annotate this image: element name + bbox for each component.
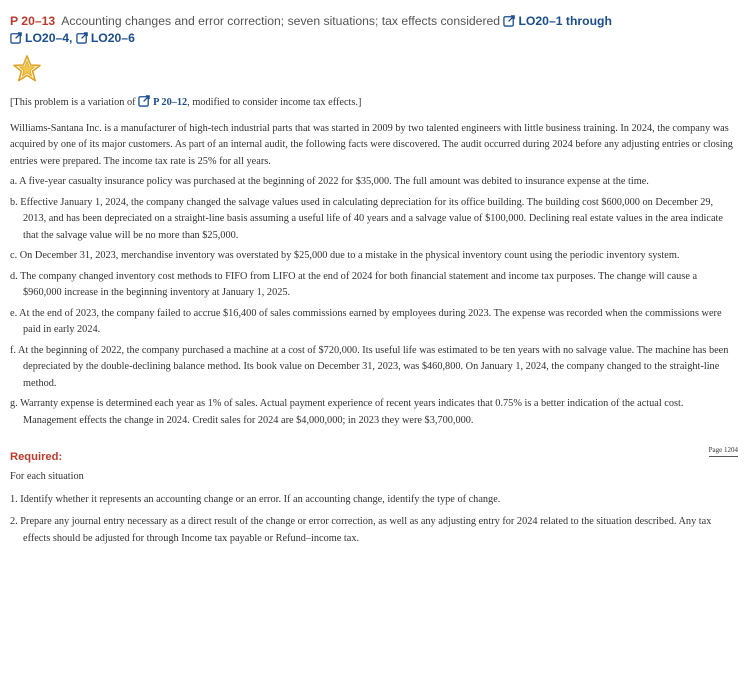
intro-note — [10, 94, 738, 112]
situation-list — [10, 174, 738, 429]
lo-link-2-label: LO20–4, — [25, 31, 73, 45]
requirement-1: 1. Identify whether it represents an accounting change or an error. If an accounting change, identify the type of change. — [10, 493, 501, 505]
star-icon — [12, 54, 42, 84]
lo-link-2[interactable] — [10, 31, 76, 45]
external-link-icon — [138, 94, 151, 107]
external-link-icon — [76, 31, 89, 44]
situation-c: c. On December 31, 2023, merchandise inventory was overstated by $25,000 due to a mistake in the physical inventory count using the periodic inventory system. — [10, 250, 680, 261]
lo-link-3-label: LO20–6 — [90, 31, 135, 45]
situation-f: f. At the beginning of 2022, the company purchased a machine at a cost of $720,000. Its useful life was estimated to be ten years with no salvage value. The machine has been depreciated by the double-declining balance method. Its book value on December 31, 2023, was $460,800. On January 1, 2024, the company changed to the straight-line method. — [10, 344, 729, 389]
problem-description: Williams-Santana Inc. is a manufacturer of high-tech industrial parts that was started in 2009 by two talented engineers with little business training. In 2024, the company was acquired by one of its major customers. As part of an internal audit, the following facts were discovered. The audit occurred during 2024 before any adjusting entries or closing entries were prepared. The income tax rate is 25% for all years. — [10, 122, 733, 167]
situation-g: g. Warranty expense is determined each year as 1% of sales. Actual payment experience of recent years indicates that 0.75% is a better indication of the actual cost. Management effects the change in 2024. Credit sales for 2024 are $4,000,000; in 2023 they were $3,700,000. — [10, 398, 684, 426]
problem-title — [10, 13, 738, 47]
required-header — [10, 447, 738, 465]
external-link-icon — [503, 14, 516, 27]
situation-e: e. At the end of 2023, the company failed to accrue $16,400 of sales commissions earned by employees during 2023. The expense was recorded when the commissions were paid in early 2024. — [10, 307, 722, 335]
situation-d: d. The company changed inventory cost methods to FIFO from LIFO at the end of 2024 for both financial statement and income tax purposes. The change will cause a $960,000 increase in the beginning inventory at January 1, 2025. — [10, 270, 698, 298]
lo-link-1-label: LO20–1 through — [518, 14, 612, 28]
situation-a: a. A five-year casualty insurance policy was purchased at the beginning of 2022 for $35,000. The full amount was debited to insurance expense at the time. — [10, 176, 649, 187]
problem-container — [10, 13, 738, 547]
requirement-2: 2. Prepare any journal entry necessary as a direct result of the change or error correction, as well as any adjusting entry for 2024 related to the situation described. Any tax effects should be adjusted for through Income tax payable or Refund–income tax. — [10, 516, 712, 544]
for-each-situation: For each situation — [10, 471, 84, 482]
required-label: Required: — [10, 451, 63, 463]
lo-link-3[interactable] — [76, 31, 135, 45]
problem-title-text: Accounting changes and error correction; seven situations; tax effects considered — [61, 14, 501, 28]
page-reference: Page 1204 — [709, 446, 738, 457]
problem-reference-link[interactable] — [138, 97, 187, 108]
lo-link-1[interactable] — [503, 14, 611, 28]
situation-b: b. Effective January 1, 2024, the company changed the salvage values used in calculating depreciation for its office building. The building cost $600,000 on December 29, 2013, and has been depreciated on a straight-line basis assuming a useful life of 40 years and a salvage value of $100,000. Declining real estate values in the area indicate that the salvage value will be no more than $25,000. — [10, 196, 723, 241]
problem-number: P 20–13 — [10, 14, 56, 28]
problem-reference-label: P 20–12 — [153, 97, 188, 108]
intro-suffix: , modified to consider income tax effects.] — [187, 97, 362, 108]
external-link-icon — [10, 31, 23, 44]
intro-prefix: [This problem is a variation of — [10, 97, 136, 108]
